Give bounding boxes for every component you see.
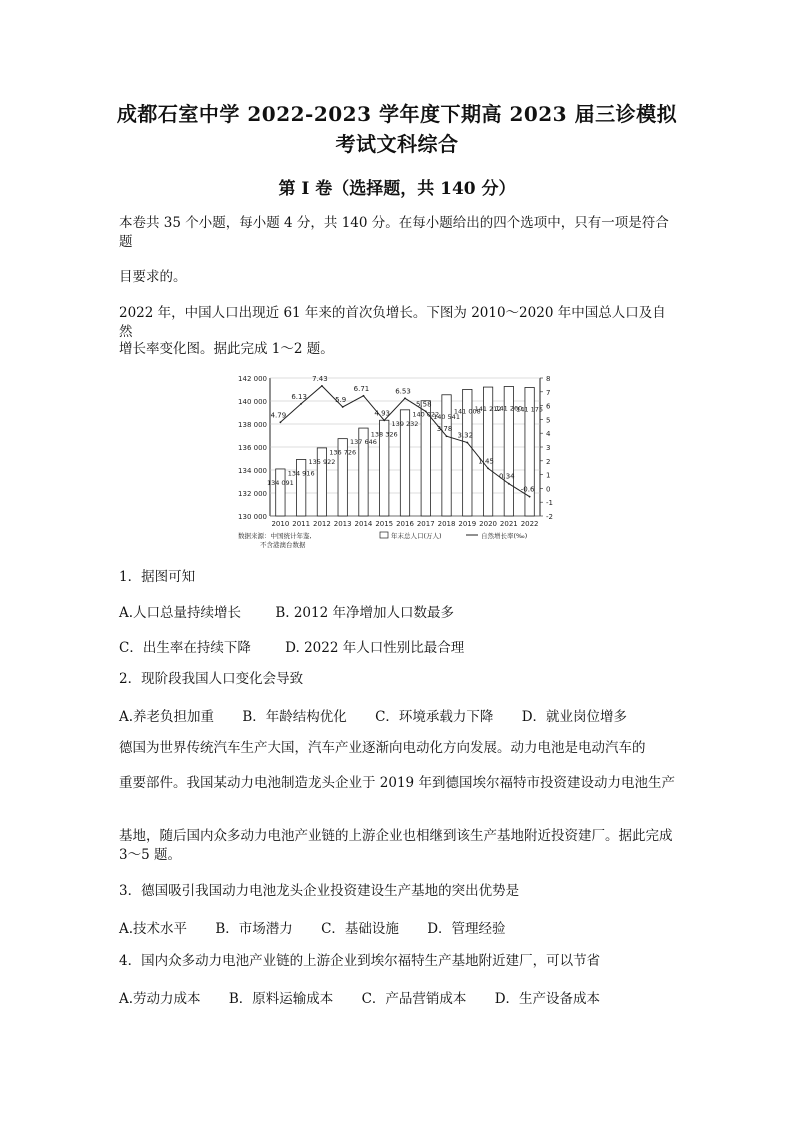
bar-value-label: 135 922 bbox=[308, 457, 336, 466]
chart-source-line2: 不含港澳台数据 bbox=[260, 541, 306, 549]
q2-options bbox=[119, 705, 651, 725]
passage1-line2: 增长率变化图。据此完成 1～2 题。 bbox=[119, 341, 334, 357]
y-left-tick-label: 138 000 bbox=[238, 421, 267, 429]
q2-stem: 2．现阶段我国人口变化会导致 bbox=[119, 671, 304, 687]
y-left-tick-label: 134 000 bbox=[238, 467, 267, 475]
q3-stem: 3．德国吸引我国动力电池龙头企业投资建设生产基地的突出优势是 bbox=[119, 883, 520, 899]
bar-value-label: 136 726 bbox=[329, 448, 357, 457]
q1-option-a[interactable]: A.人口总量持续增长 bbox=[119, 605, 242, 621]
intro-line1: 本卷共 35 个小题，每小题 4 分，共 140 分。在每小题给出的四个选项中，只有一项是符合题 bbox=[119, 215, 669, 250]
y-left-tick-label: 142 000 bbox=[238, 375, 267, 383]
q4-stem: 4．国内众多动力电池产业链的上游企业到埃尔福特生产基地附近建厂，可以节省 bbox=[119, 953, 601, 969]
bar-value-label: 137 646 bbox=[350, 438, 377, 447]
growth-rate-label: 5.58 bbox=[415, 400, 432, 409]
x-tick-label: 2017 bbox=[416, 520, 435, 528]
passage2-line2: 重要部件。我国某动力电池制造龙头企业于 2019 年到德国埃尔福特市投资建设动力电池生产 bbox=[119, 775, 675, 791]
growth-rate-point bbox=[466, 442, 468, 444]
bar-value-label: 141 212 bbox=[474, 405, 502, 414]
y-left-tick-label: 140 000 bbox=[238, 398, 267, 406]
q1-options-row2 bbox=[119, 636, 488, 656]
x-tick-label: 2010 bbox=[271, 520, 290, 528]
passage1-line1: 2022 年，中国人口出现近 61 年来的首次负增长。下图为 2010～2020 年中国总人口及自然 bbox=[119, 305, 666, 340]
y-left-tick-label: 136 000 bbox=[238, 444, 267, 452]
q3-option-b[interactable]: B．市场潜力 bbox=[215, 921, 293, 937]
chart-footer bbox=[238, 531, 527, 549]
growth-rate-point bbox=[279, 421, 281, 423]
legend-bar-label: 年末总人口(万人) bbox=[391, 532, 442, 540]
growth-rate-point bbox=[321, 385, 323, 387]
growth-rate-label: 7.43 bbox=[312, 374, 328, 383]
growth-rate-point bbox=[300, 403, 302, 405]
y-right-tick-label: 3 bbox=[546, 444, 551, 452]
legend-bar-swatch bbox=[380, 532, 388, 538]
x-tick-label: 2021 bbox=[499, 520, 518, 528]
growth-rate-point bbox=[508, 483, 510, 485]
exam-title-line1: 成都石室中学 2022-2023 学年度下期高 2023 届三诊模拟 bbox=[116, 102, 678, 126]
legend-line-label: 自然增长率(‰) bbox=[481, 532, 528, 540]
x-tick-label: 2016 bbox=[396, 520, 414, 528]
q2-option-a[interactable]: A.养老负担加重 bbox=[119, 709, 215, 725]
q2-option-b[interactable]: B．年龄结构优化 bbox=[242, 709, 347, 725]
growth-rate-label: 4.79 bbox=[270, 411, 287, 420]
passage2-line3: 基地，随后国内众多动力电池产业链的上游企业也相继到该生产基地附近投资建厂。据此完成 3～5 题。 bbox=[119, 828, 673, 863]
q1-options-row1 bbox=[119, 601, 478, 621]
y-right-tick-label: 7 bbox=[546, 388, 551, 397]
y-right-tick-label: 2 bbox=[546, 457, 551, 466]
q2-option-c[interactable]: C．环境承载力下降 bbox=[375, 709, 494, 725]
q1-stem: 1．据图可知 bbox=[119, 569, 196, 585]
y-right-tick-label: -1 bbox=[546, 499, 553, 508]
q1-option-d[interactable]: D. 2022 年人口性别比最合理 bbox=[285, 640, 465, 656]
intro-line2: 目要求的。 bbox=[119, 269, 187, 285]
x-tick-label: 2020 bbox=[479, 520, 497, 528]
growth-rate-label: 6.13 bbox=[291, 392, 307, 401]
bar-value-label: 141 008 bbox=[453, 407, 481, 416]
y-right-tick-label: 6 bbox=[546, 402, 551, 411]
growth-rate-label: 4.93 bbox=[374, 409, 391, 418]
growth-rate-label: 0.34 bbox=[499, 472, 515, 481]
bar bbox=[276, 469, 285, 516]
growth-rate-point bbox=[404, 397, 406, 399]
q4-option-a[interactable]: A.劳动力成本 bbox=[119, 991, 201, 1007]
growth-rate-point bbox=[487, 467, 489, 469]
x-tick-label: 2014 bbox=[354, 520, 373, 528]
y-right-tick-label: 5 bbox=[546, 416, 551, 425]
q4-options bbox=[119, 987, 624, 1007]
passage2-line1: 德国为世界传统汽车生产大国，汽车产业逐渐向电动化方向发展。动力电池是电动汽车的 bbox=[119, 740, 646, 756]
growth-rate-point bbox=[383, 419, 385, 421]
y-right-tick-label: 8 bbox=[546, 375, 551, 383]
q3-option-d[interactable]: D．管理经验 bbox=[427, 921, 506, 937]
y-right-tick-label: -2 bbox=[546, 513, 553, 521]
x-tick-label: 2015 bbox=[375, 520, 394, 528]
chart-source-line1: 数据来源：中国统计年鉴, bbox=[238, 532, 312, 540]
bar-value-label: 138 326 bbox=[370, 430, 398, 439]
x-tick-label: 2011 bbox=[292, 520, 311, 528]
growth-rate-point bbox=[342, 406, 344, 408]
q4-option-d[interactable]: D．生产设备成本 bbox=[494, 991, 601, 1007]
x-tick-label: 2019 bbox=[458, 520, 477, 528]
y-right-tick-label: 0 bbox=[546, 485, 551, 494]
bar-value-label: 141 260 bbox=[495, 404, 523, 413]
growth-rate-label: 1.45 bbox=[478, 457, 494, 466]
bar-value-label: 140 022 bbox=[412, 410, 440, 419]
population-chart bbox=[230, 370, 570, 550]
q3-options bbox=[119, 917, 530, 937]
q4-option-b[interactable]: B．原料运输成本 bbox=[228, 991, 334, 1007]
q3-option-c[interactable]: C．基础设施 bbox=[321, 921, 399, 937]
y-right-tick-label: 1 bbox=[546, 471, 551, 480]
x-tick-label: 2012 bbox=[313, 520, 331, 528]
growth-rate-label: 5.9 bbox=[335, 395, 347, 404]
bar-value-label: 139 232 bbox=[391, 419, 419, 428]
y-left-tick-label: 132 000 bbox=[238, 490, 267, 498]
bar-value-label: 134 916 bbox=[287, 469, 315, 478]
bar-value-label: 141 175 bbox=[516, 405, 544, 414]
growth-rate-label: 3.32 bbox=[457, 431, 474, 440]
section-title: 第 I 卷（选择题，共 140 分） bbox=[278, 179, 516, 199]
x-tick-label: 2018 bbox=[437, 520, 456, 528]
growth-rate-label: 6.53 bbox=[395, 387, 411, 396]
x-tick-label: 2022 bbox=[520, 520, 539, 528]
bar-value-label: 140 541 bbox=[433, 412, 460, 421]
bar bbox=[296, 459, 305, 516]
q1-option-c[interactable]: C．出生率在持续下降 bbox=[119, 640, 251, 656]
q2-option-d[interactable]: D．就业岗位增多 bbox=[521, 709, 628, 725]
bar-value-label: 134 091 bbox=[266, 478, 294, 487]
q4-option-c[interactable]: C．产品营销成本 bbox=[361, 991, 467, 1007]
q3-option-a[interactable]: A.技术水平 bbox=[119, 921, 188, 937]
q1-option-b[interactable]: B. 2012 年净增加人口数最多 bbox=[275, 605, 454, 621]
growth-rate-point bbox=[363, 395, 365, 397]
y-right-tick-label: 4 bbox=[546, 430, 551, 439]
x-tick-label: 2013 bbox=[333, 520, 352, 528]
growth-rate-point bbox=[446, 435, 448, 437]
growth-rate-label: 6.71 bbox=[353, 384, 370, 393]
growth-rate-point bbox=[529, 496, 531, 498]
growth-rate-label: -0.6 bbox=[520, 485, 535, 494]
exam-title-line2: 考试文科综合 bbox=[335, 132, 459, 156]
y-left-tick-label: 130 000 bbox=[238, 513, 267, 521]
growth-rate-label: 3.78 bbox=[436, 425, 453, 434]
